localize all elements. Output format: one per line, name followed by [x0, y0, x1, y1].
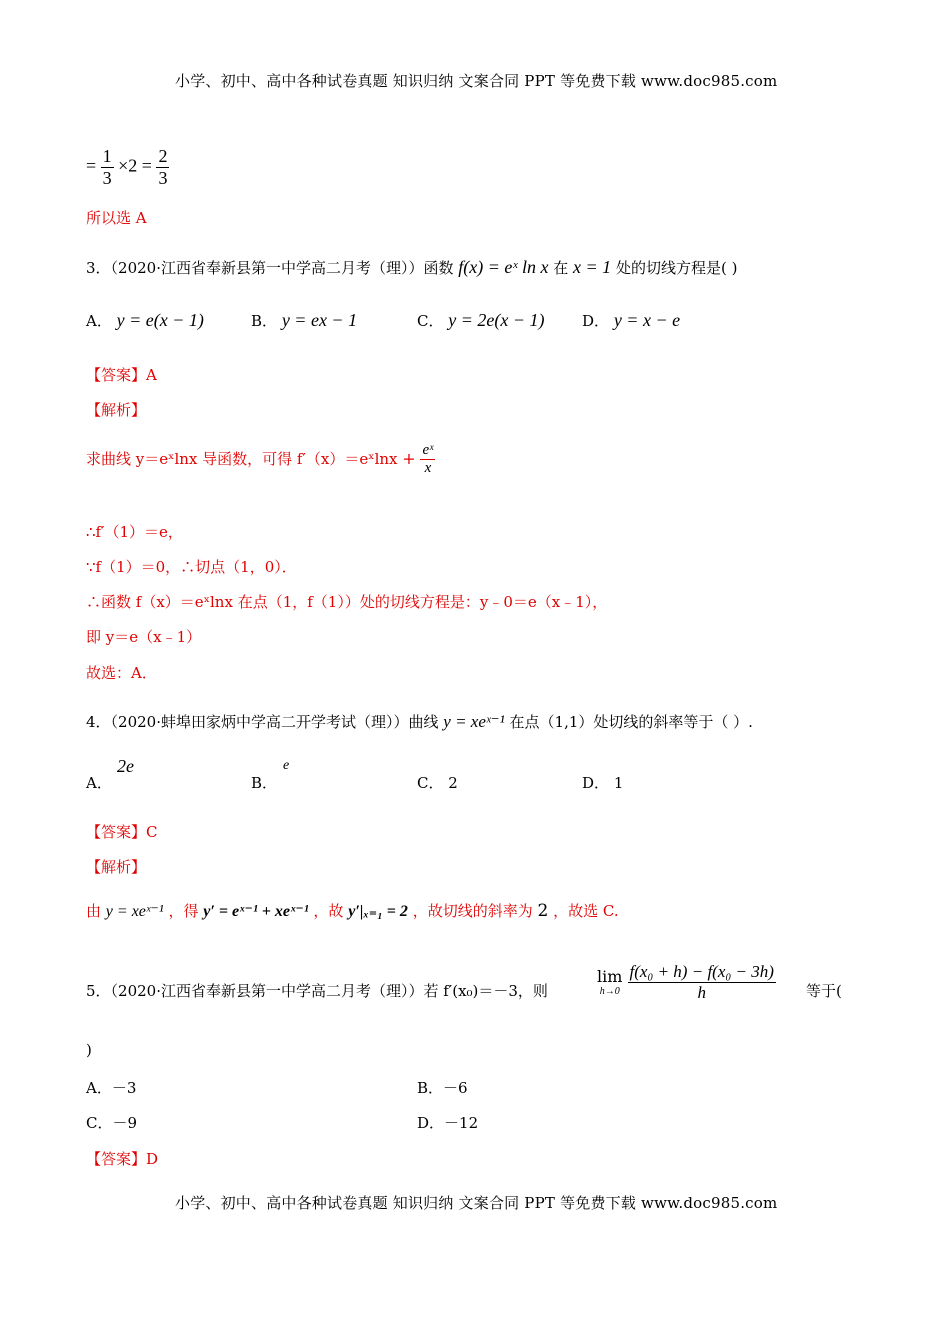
q3-option-a: A． y = e(x − 1) — [86, 310, 204, 330]
q3-point: x = 1 — [573, 257, 612, 277]
q4-option-b-value: e — [283, 758, 290, 773]
q4-curve: y = xeˣ⁻¹ — [443, 712, 505, 731]
q5-stem-suffix: 等于( — [806, 982, 842, 1000]
q5-lim: lim h→0 — [597, 967, 623, 998]
q3-analysis-line-5: 即 y＝e（x﹣1） — [86, 628, 202, 646]
q3-analysis-line-3: ∵f（1）＝0，∴切点（1，0）． — [86, 558, 297, 576]
q4-stem: 4．（2020·蚌埠田家炳中学高二开学考试（理））曲线 y = xeˣ⁻¹ 在点（1,1）处切线的斜率等于（ ）. — [86, 712, 753, 731]
calc-eq: = — [86, 155, 97, 176]
q4-analysis-line: 由 y = xeˣ⁻¹ ，得 y′ = eˣ⁻¹ + xeˣ⁻¹ ，故 y′|ₓ₌₁ = 2 ，故切线的斜率为 2 ，故选 C. — [86, 901, 619, 921]
page-header: 小学、初中、高中各种试卷真题 知识归纳 文案合同 PPT 等免费下载 www.doc985.com — [175, 72, 778, 90]
q5-option-c: C．－9 — [86, 1114, 138, 1132]
q5-fraction: $\frac{\text{f(x₀ + h) − f(x₀ − 3h)}}{h}$ — [629, 962, 774, 1002]
q5-option-a: A．－3 — [86, 1079, 137, 1097]
q5-stem-close: ) — [86, 1041, 92, 1059]
q5-stem: 5．（2020·江西省奉新县第一中学高二月考（理））若 f′(x₀)＝－3，则 — [86, 982, 548, 1000]
q5-option-b: B．－6 — [417, 1079, 468, 1097]
q3-analysis-line-2: ∴f′（1）＝e， — [86, 523, 183, 541]
q4-analysis-title: 【解析】 — [86, 858, 147, 876]
q3-analysis-line-4: ∴函数 f（x）＝eˣlnx 在点（1，f（1））处的切线方程是：y﹣0＝e（x﹣1）， — [86, 593, 608, 611]
q4-option-a: A． — [86, 774, 112, 792]
calc-line — [86, 146, 169, 188]
q3-analysis-line-6: 故选：A． — [86, 664, 157, 682]
q5-answer: 【答案】D — [86, 1150, 159, 1168]
calc-frac-2: $\frac{2}{3}$ — [158, 146, 168, 188]
page-footer: 小学、初中、高中各种试卷真题 知识归纳 文案合同 PPT 等免费下载 www.doc985.com — [175, 1194, 778, 1212]
q4-option-c: C． 2 — [417, 774, 458, 792]
q4-option-d: D． 1 — [582, 774, 624, 792]
q5-limit — [597, 962, 776, 1002]
calc-frac-1: $\frac{1}{3}$ — [102, 146, 112, 188]
q3-option-d: D． y = x − e — [582, 310, 681, 330]
q3-func: f(x) = eˣ ln x — [458, 257, 549, 277]
q3-analysis-line-1: 求曲线 y＝eˣlnx 导函数，可得 f′（x）＝eˣlnx + $\frac{\text{eˣ}}{x}$ — [86, 442, 434, 477]
q5-option-d: D．－12 — [417, 1114, 479, 1132]
q4-option-a-value: 2e — [117, 756, 134, 776]
q3-analysis-title: 【解析】 — [86, 401, 147, 419]
q4-option-b: B． — [251, 774, 278, 792]
q3-option-c: C． y = 2e(x − 1) — [417, 310, 545, 330]
q3-option-b: B． y = ex − 1 — [251, 310, 358, 330]
q3-analysis-frac: $\frac{\text{eˣ}}{x}$ — [422, 442, 434, 477]
calc-conclusion: 所以选 A — [86, 209, 147, 227]
calc-times: ×2 = — [118, 155, 152, 176]
q3-answer: 【答案】A — [86, 366, 157, 384]
q3-stem: 3．（2020·江西省奉新县第一中学高二月考（理））函数 f(x) = eˣ ln x 在 x = 1 处的切线方程是( ) — [86, 257, 738, 277]
q4-answer: 【答案】C — [86, 823, 158, 841]
